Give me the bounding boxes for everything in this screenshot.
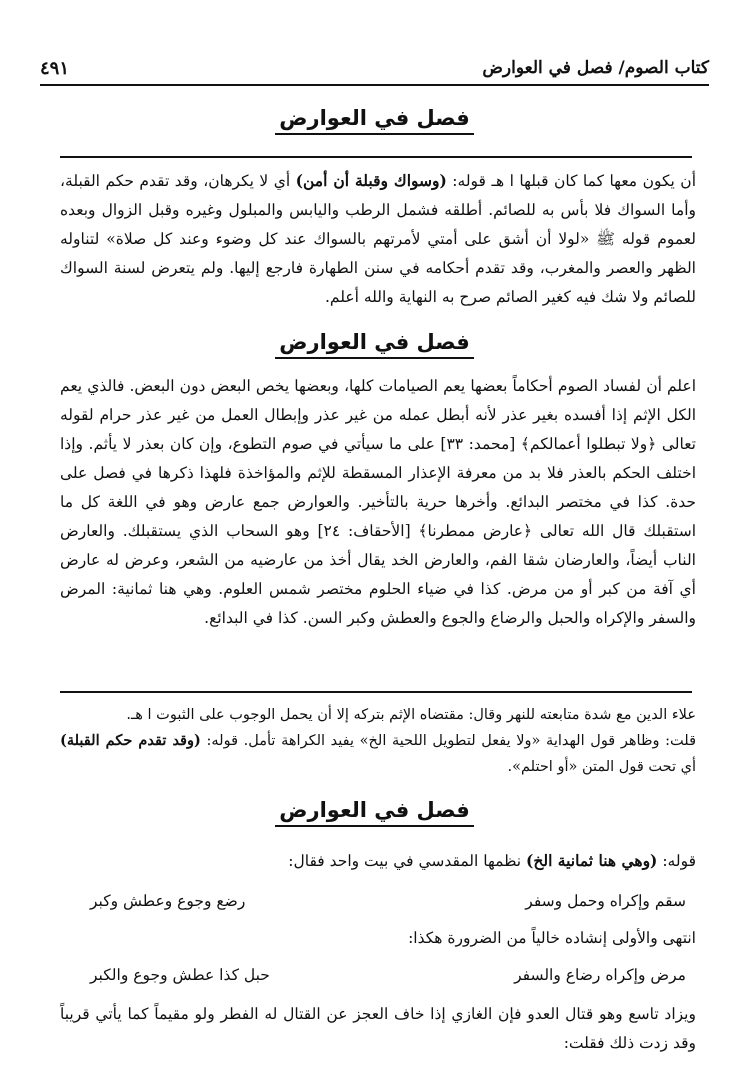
paragraph-ninth-excuse [60,1000,696,1058]
text-run: أي لا يكرهان، وقد تقدم حكم القبلة، وأما السواك فلا بأس به للصائم. أطلقه فشمل الرطب واليابس والمبلول وغيره وقبل الزوال وبعده لعموم قوله ﷺ «لولا أن أشق على أمتي لأمرتهم بالسواك عند كل وضوء وعند كل صلاة» لتناوله الظهر والعصر والمغرب، وقد تقدم أحكامه في سنن الطهارة فارجع إليها. ولم يتعرض لسنة السواك للصائم ولا شك فيه كغير الصائم صرح به النهاية والله أعلم. [60,172,696,306]
header-title: كتاب الصوم/ فصل في العوارض [482,58,709,78]
quoted-matn: (وقد تقدم حكم القبلة) [60,732,201,749]
text-run: أن يكون معها كما كان قبلها ا هـ قوله: [446,172,696,190]
verse-first-hemistich: سقم وإكراه وحمل وسفر [525,892,686,910]
text-run: ويزاد تاسع وهو قتال العدو فإن الغازي إذا خاف العجز عن القتال له الفطر ولو مقيماً كما يأتي قريباً وقد زدت ذلك فقلت: [60,1005,696,1052]
text-run: قلت: وظاهر قول الهداية «ولا يفعل لتطويل اللحية الخ» يفيد الكراهة تأمل. قوله: [200,733,697,749]
page-number: ٤٩١ [40,58,70,79]
quoted-matn: (وهي هنا ثمانية الخ) [526,851,658,870]
text-run: انتهى والأولى إنشاده خالياً من الضرورة هكذا: [408,929,696,947]
paragraph-verse-intro [60,846,696,876]
paragraph-awarid [60,372,696,633]
separator-rule [60,156,692,158]
section-title-text: فصل في العوارض [275,798,473,827]
text-run: نظمها المقدسي في بيت واحد فقال: [288,852,527,870]
section-title-text: فصل في العوارض [275,330,473,359]
running-header [40,56,709,86]
text-run: اعلم أن لفساد الصوم أحكاماً بعضها يعم الصيامات كلها، وبعضها يخص البعض دون البعض. فالذي يعم الكل الإثم إذا أفسده بغير عذر لأنه أبطل عمله من غير عذر وإبطال العمل من غير عذر حرام لقوله تعالى ﴿ولا تبطلوا أعمالكم﴾ [محمد: ٣٣] على ما سيأتي في صوم التطوع، وإن كان بعذر لا يأثم. وإذا اختلف الحكم بالعذر فلا بد من معرفة الإعذار المسقطة للإثم والمؤاخذة فلهذا ذكرها في فصل على حدة. كذا في مختصر البدائع. وأخرها حرية بالتأخير. والعوارض جمع عارض وهو في اللغة كل ما استقبلك قال الله تعالى ﴿عارض ممطرنا﴾ [الأحقاف: ٢٤] وهو السحاب الذي يستقبلك. والعارض الناب أيضاً، والعارضان شقا الفم، والعارض الخد يقال أخذ من عارضيه من الشعر، وعرض له عارض أي آفة من كبر أو من مرض. كذا في ضياء الحلوم مختصر شمس العلوم. وهي هنا ثمانية: المرض والسفر والإكراه والحبل والرضاع والجوع والعطش وكبر السن. كذا في البدائع. [60,377,697,627]
verse-first-hemistich: مرض وإكراه رضاع والسفر [514,966,686,984]
verse-second-hemistich: رضع وجوع وعطش وكبر [90,892,246,910]
footnote-line: علاء الدين مع شدة متابعته للنهر وقال: مقتضاه الإثم بتركه إلا أن يحمل الوجوب على الثبوت ا هـ. [126,707,696,723]
poem-verse-1 [60,892,696,922]
text-run: أي تحت قول المتن «أو احتلم». [507,759,696,775]
section-title-3 [0,798,749,822]
text-run: قوله: [657,852,696,870]
quoted-matn: (وسواك وقبلة أن أمن) [295,171,447,190]
footnote-block [60,702,696,780]
footnote-line [60,728,696,780]
paragraph-verse-note [60,924,696,953]
poem-verse-2 [60,966,696,996]
footnote-rule [60,691,692,693]
paragraph-siwak [60,166,696,312]
section-title-2 [0,330,749,354]
verse-second-hemistich: حبل كذا عطش وجوع والكبر [90,966,270,984]
section-title-text: فصل في العوارض [275,106,473,135]
section-title-1 [0,106,749,130]
